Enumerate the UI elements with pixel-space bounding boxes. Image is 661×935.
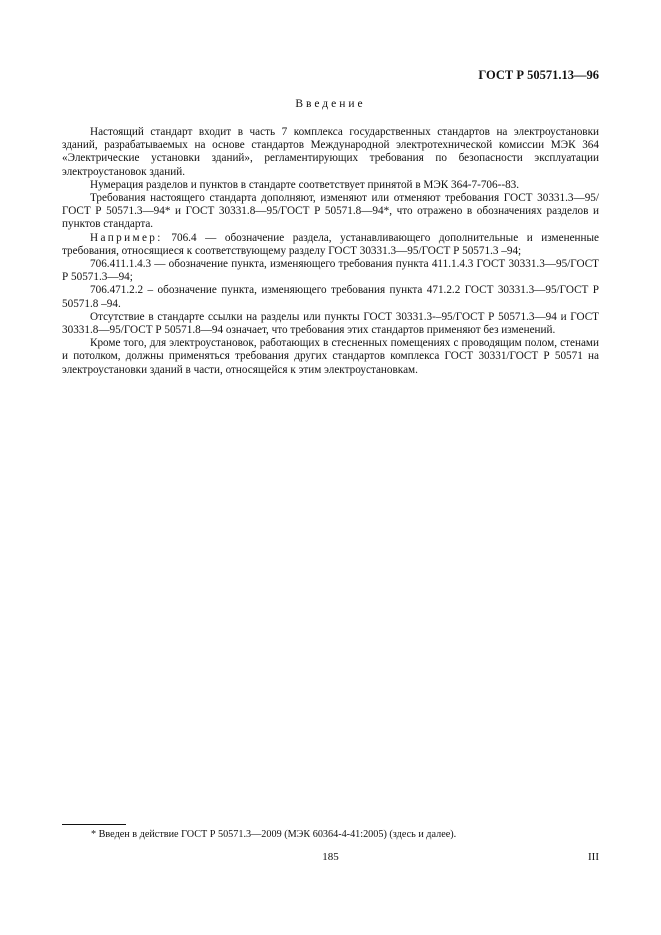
- footnote-divider: [62, 824, 126, 825]
- document-code: ГОСТ Р 50571.13—96: [478, 68, 599, 82]
- paragraph-4-text: 706.4 — обозначение раздела, устанавливающего дополнительные и измененные требования, относящиеся к соответствующему разделу ГОСТ 30331.3—95/ГОСТ Р 50571.3 –94;: [62, 231, 599, 257]
- paragraph-5: 706.411.1.4.3 — обозначение пункта, изменяющего требования пункта 411.1.4.3 ГОСТ 30331.3—95/ГОСТ Р 50571.3—94;: [62, 258, 599, 284]
- body-text: [62, 126, 599, 377]
- paragraph-6: 706.471.2.2 – обозначение пункта, изменяющего требования пункта 471.2.2 ГОСТ 30331.3—95/ГОСТ Р 50571.8 –94.: [62, 284, 599, 310]
- paragraph-4: [62, 232, 599, 258]
- paragraph-7: Отсутствие в стандарте ссылки на разделы или пункты ГОСТ 30331.3-–95/ГОСТ Р 50571.3—94 и ГОСТ 30331.8—95/ГОСТ Р 50571.8—94 означает, что требования этих стандартов применяют без изменений.: [62, 310, 599, 337]
- example-label: Например:: [90, 231, 163, 244]
- paragraph-8: Кроме того, для электроустановок, работающих в стесненных помещениях с проводящим полом, стенами и потолком, должны применяться требования других стандартов комплекса ГОСТ 30331/ГОСТ Р 50571 на электроустановки зданий в части, относящейся к этим электроустановкам.: [62, 337, 599, 376]
- roman-page-number: III: [588, 851, 599, 863]
- paragraph-2: Нумерация разделов и пунктов в стандарте соответствует принятой в МЭК 364-7-706--83.: [90, 178, 520, 191]
- footnote: * Введен в действие ГОСТ Р 50571.3—2009 (МЭК 60364-4-41:2005) (здесь и далее).: [91, 829, 457, 840]
- page-number: 185: [322, 851, 339, 863]
- section-heading: Введение: [295, 98, 366, 110]
- paragraph-3: Требования настоящего стандарта дополняют, изменяют или отменяют требования ГОСТ 30331.3—95/ГОСТ Р 50571.3—94* и ГОСТ 30331.8—95/ГОСТ Р 50571.8—94*, что отражено в обозначениях разделов и пунктов стандарта.: [62, 192, 599, 231]
- paragraph-1: Настоящий стандарт входит в часть 7 комплекса государственных стандартов на электроустановки зданий, разрабатываемых на основе стандартов Международной электротехнической комиссии МЭК 364 «Электрические установки зданий», регламентирующих требования по безопасности эксплуатации электроустановок зданий.: [62, 126, 599, 178]
